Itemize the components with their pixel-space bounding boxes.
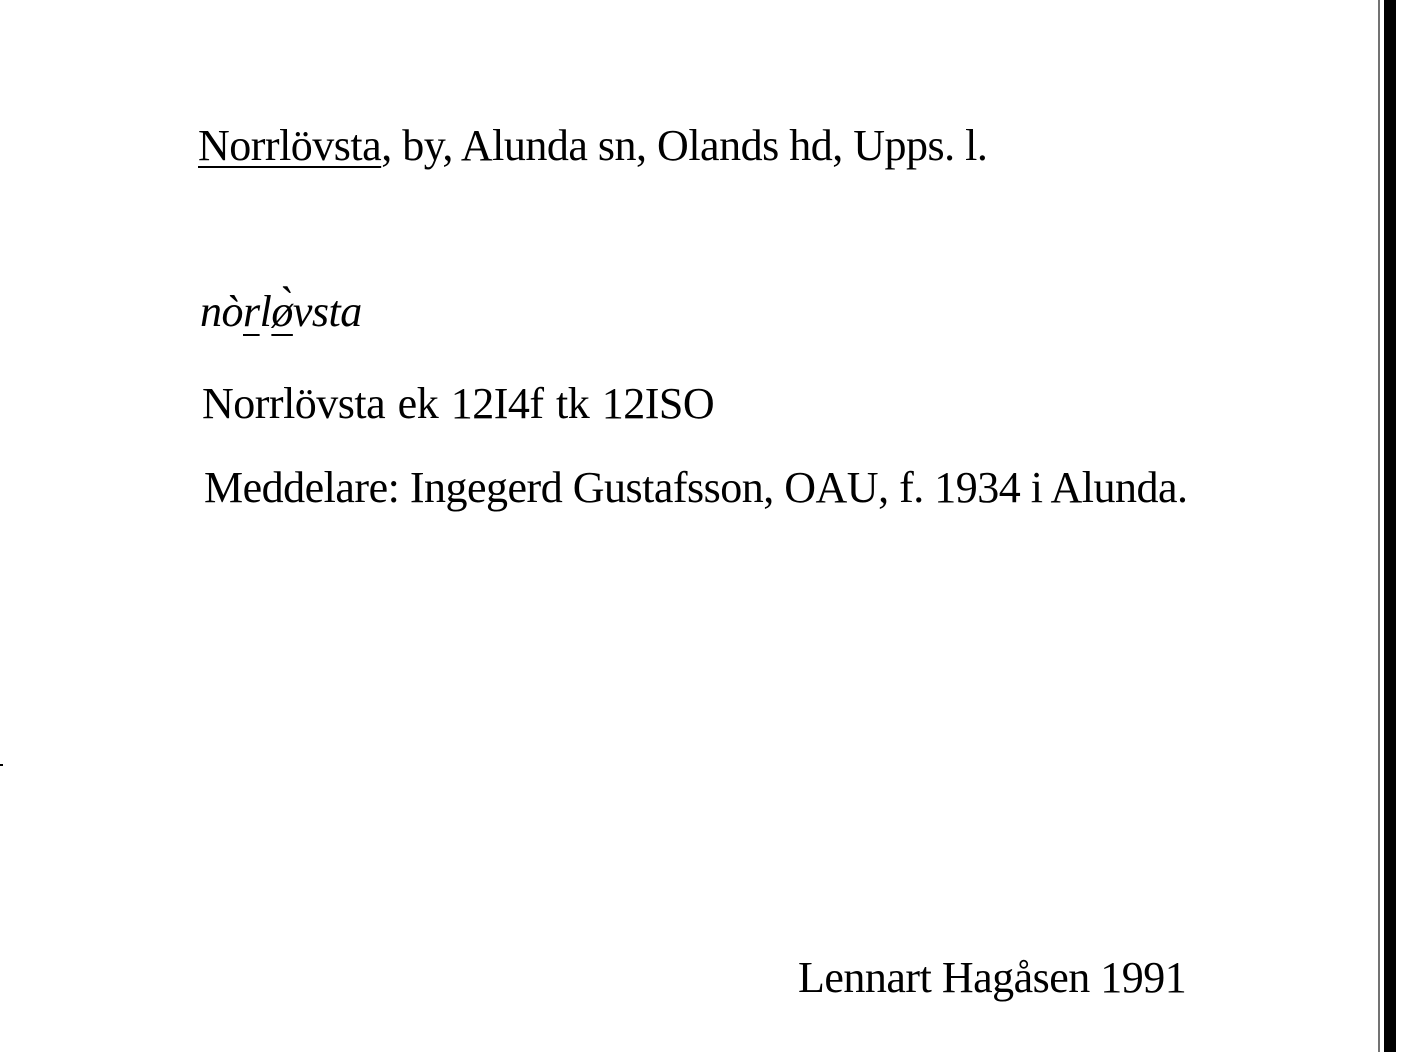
phonetic-part: nò [200, 287, 243, 336]
scan-speck [0, 764, 3, 766]
place-name: Norrlövsta [198, 121, 382, 170]
card-edge-line [1378, 0, 1380, 1052]
card-heading [198, 121, 988, 170]
map-references: Norrlövsta ek 12I4f tk 12ISO [202, 379, 715, 428]
phonetic-part: l [259, 287, 272, 336]
phonetic-transcription [200, 287, 362, 336]
phonetic-part: vsta [292, 287, 362, 336]
phonetic-part-underlined: ø̀ [271, 287, 293, 336]
place-location: , by, Alunda sn, Olands hd, Upps. l. [381, 121, 988, 170]
phonetic-part-underlined: r [243, 287, 260, 336]
informant-line: Meddelare: Ingegerd Gustafsson, OAU, f. 1934 i Alunda. [204, 463, 1188, 512]
card-edge-bar [1384, 0, 1396, 1052]
signature: Lennart Hagåsen 1991 [798, 953, 1187, 1002]
